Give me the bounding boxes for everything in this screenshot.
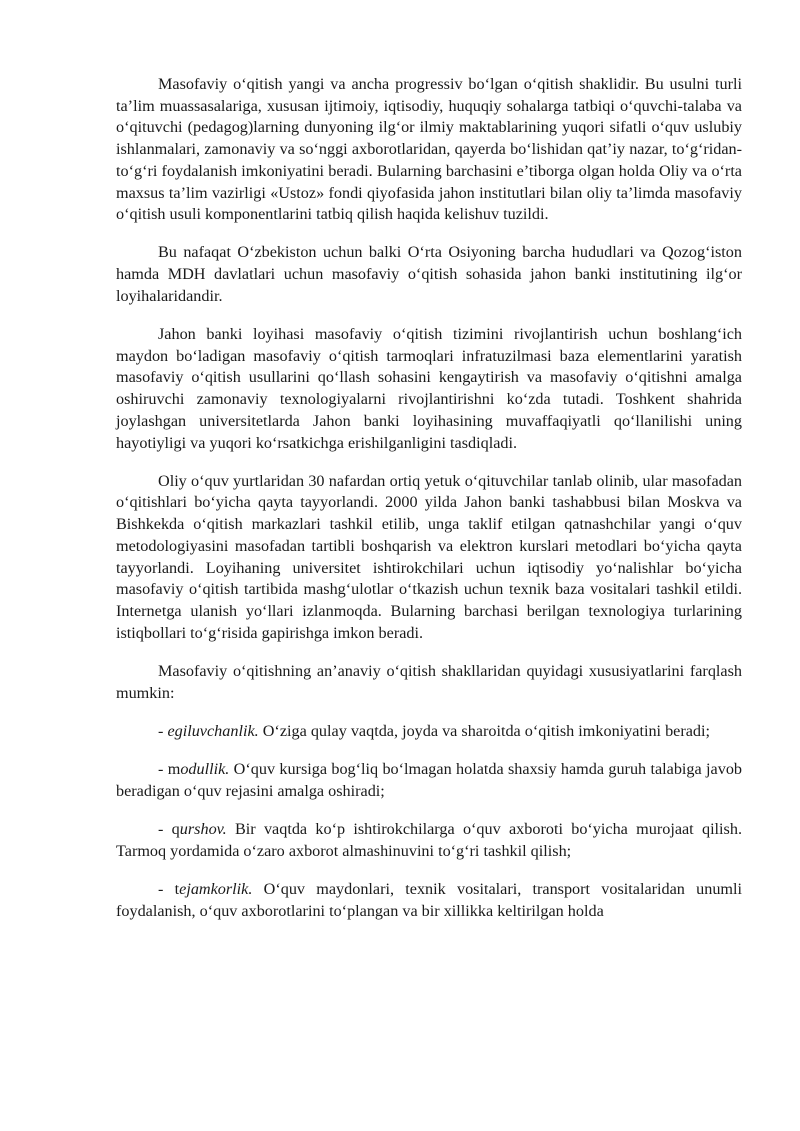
feature-item-coverage — [116, 819, 742, 862]
feature-dash: - q — [158, 819, 180, 838]
paragraph-network-infrastructure: Jahon banki loyihasi masofaviy o‘qitish tizimini rivojlantirish uchun boshlang‘ich maydon bo‘ladigan masofaviy o‘qitish tarmoqlari infratuzilmasi baza elementlarini yaratish masofaviy o‘qitish usullarini qo‘llash sohasini kengaytirish va masofaviy o‘qitishni amalga oshiruvchi zamonaviy texnologiyalarni rivojlantirishni ko‘zda tutadi. Toshkent shahrida joylashgan universitetlarda Jahon banki loyihasining muvaffaqiyatli qo‘llanilishi uning hayotiyligi va yuqori ko‘rsatkichga erishilganligini tasdiqladi. — [116, 325, 742, 452]
feature-text: O‘ziga qulay vaqtda, joyda va sharoitda o‘qitish imkoniyatini beradi; — [258, 721, 711, 740]
feature-item-economy — [116, 879, 742, 922]
paragraph-features-intro: Masofaviy o‘qitishning an’anaviy o‘qitish shakllaridan quyidagi xususiyatlarini farqlash mumkin: — [116, 661, 742, 702]
feature-term: ejamkorlik. — [179, 879, 253, 898]
paragraph-intro: Masofaviy o‘qitish yangi va ancha progressiv bo‘lgan o‘qitish shaklidir. Bu usulni turli ta’lim muassasalariga, xususan ijtimoiy, iqtisodiy, huquqiy sohalarga tatbiqi o‘quvchi-talaba va o‘qituvchi (pedagog)larning dunyoning ilg‘or ilmiy maktablarining yuqori sifatli o‘quv uslubiy ishlanmalari, zamonaviy va so‘nggi axborotlaridan, qayerda bo‘lishidan qat’iy nazar, to‘g‘ridan-to‘g‘ri foydalanish imkoniyatini beradi. Bularning barchasini e’tiborga olgan holda Oliy va o‘rta maxsus ta’lim vazirligi «Ustoz» fondi qiyofasida jahon institutlari bilan oliy ta’limda masofaviy o‘qitish usuli komponentlarini tatbiq qilish haqida kelishuv tuzildi. — [116, 75, 742, 224]
feature-term: urshov. — [179, 819, 227, 838]
feature-text: O‘quv maydonlari, texnik vositalari, transport vositalaridan unumli foydalanish, o‘quv axborotlarini to‘plangan va bir xillikka keltirilgan holda — [116, 879, 742, 920]
feature-dash: - t — [158, 879, 180, 898]
feature-text: Bir vaqtda ko‘p ishtirokchilarga o‘quv axboroti bo‘yicha murojaat qilish. Tarmoq yordamida o‘zaro axborot almashinuvini to‘g‘ri tashkil qilish; — [116, 819, 742, 860]
feature-dash: - m — [158, 759, 181, 778]
feature-item-flexibility — [116, 721, 742, 743]
feature-dash: - — [158, 721, 168, 740]
feature-text: O‘quv kursiga bog‘liq bo‘lmagan holatda shaxsiy hamda guruh talabiga javob beradigan o‘quv rejasini amalga oshiradi; — [116, 759, 743, 800]
feature-term: odullik. — [180, 759, 230, 778]
feature-term: egiluvchanlik. — [167, 721, 259, 740]
paragraph-teacher-training: Oliy o‘quv yurtlaridan 30 nafardan ortiq yetuk o‘qituvchilar tanlab olinib, ular masofadan o‘qitishlari bo‘yicha qayta tayyorlandi. 2000 yilda Jahon banki tashabbusi bilan Moskva va Bishkekda o‘qitish markazlari tashkil etilib, unga taklif etilgan qatnashchilar yangi o‘quv metodologiyasini masofadan tartibli boshqarish va elektron kurslari metodlari bo‘yicha qayta tayyorlandi. Loyihaning universitet ishtirokchilari uchun iqtisodiy yo‘nalishlar bo‘yicha masofaviy o‘qitish tartibida mashg‘ulotlar o‘tkazish uchun texnik baza vositalari tashkil etildi. Internetga ulanish yo‘llari izlanmoqda. Bularning barchasi berilgan texnologiya turlarining istiqbollari to‘g‘risida gapirishga imkon beradi. — [116, 471, 742, 642]
paragraph-world-bank-project: Bu nafaqat O‘zbekiston uchun balki O‘rta Osiyoning barcha hududlari va Qozog‘iston hamda MDH davlatlari uchun masofaviy o‘qitish sohasida jahon banki institutining ilg‘or loyihalaridandir. — [116, 243, 742, 305]
feature-item-modularity — [116, 759, 742, 802]
